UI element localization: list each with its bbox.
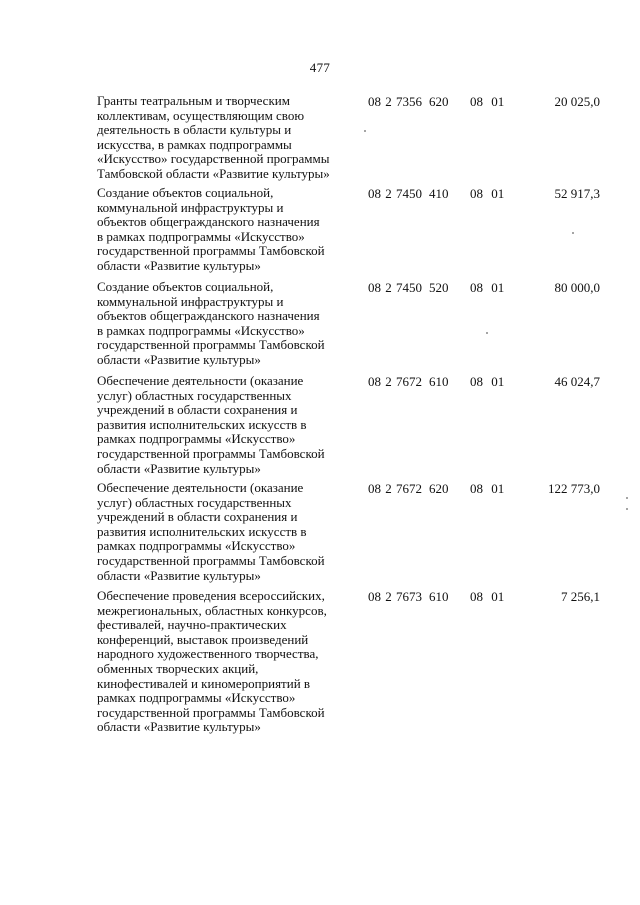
row-expense-type: 610 [429,589,449,604]
scan-speck [626,497,628,499]
row-description: Обеспечение проведения всероссийских, межрегиональных, областных конкурсов, фестивалей, научно-практических конференций, выставок произведений народного художественного творчества, обменных творческих акций, кинофестивалей и киномероприятий в рамках подпрограммы «Искусство» государственной программы Тамбовской области «Развитие культуры» [97,588,327,735]
row-description: Обеспечение деятельности (оказание услуг) областных государственных учреждений в области сохранения и развития исполнительских искусств в рамках подпрограммы «Искусство» государственной программы Тамбовской области «Развитие культуры» [97,373,325,476]
row-amount: 7 256,1 [561,589,600,604]
row-target-code: 08 2 7356 [368,94,422,109]
row-section: 08 01 [470,589,505,604]
row-target-code: 08 2 7673 [368,589,422,604]
page-number: 477 [309,60,331,75]
row-expense-type: 620 [429,481,449,496]
row-section: 08 01 [470,186,505,201]
row-section: 08 01 [470,280,505,295]
scan-speck [364,130,366,132]
row-amount: 52 917,3 [554,186,600,201]
row-amount: 46 024,7 [554,374,600,389]
row-expense-type: 410 [429,186,449,201]
row-target-code: 08 2 7450 [368,280,422,295]
row-expense-type: 620 [429,94,449,109]
row-description: Создание объектов социальной, коммунальной инфраструктуры и объектов общегражданского назначения в рамках подпрограммы «Искусство» государственной программы Тамбовской области «Развитие культуры» [97,185,325,273]
row-amount: 122 773,0 [548,481,600,496]
row-section: 08 01 [470,374,505,389]
row-section: 08 01 [470,481,505,496]
row-expense-type: 610 [429,374,449,389]
row-target-code: 08 2 7672 [368,481,422,496]
row-expense-type: 520 [429,280,449,295]
scan-speck [572,232,574,234]
row-target-code: 08 2 7450 [368,186,422,201]
row-description: Создание объектов социальной, коммунальной инфраструктуры и объектов общегражданского назначения в рамках подпрограммы «Искусство» государственной программы Тамбовской области «Развитие культуры» [97,279,325,367]
row-amount: 20 025,0 [554,94,600,109]
row-description: Обеспечение деятельности (оказание услуг) областных государственных учреждений в области сохранения и развития исполнительских искусств в рамках подпрограммы «Искусство» государственной программы Тамбовской области «Развитие культуры» [97,480,325,583]
row-target-code: 08 2 7672 [368,374,422,389]
scan-speck [486,332,488,334]
scan-speck [626,508,628,510]
row-description: Гранты театральным и творческим коллективам, осуществляющим свою деятельность в области культуры и искусства, в рамках подпрограммы «Искусство» государственной программы Тамбовской области «Развитие культуры» [97,93,330,181]
row-amount: 80 000,0 [554,280,600,295]
row-section: 08 01 [470,94,505,109]
